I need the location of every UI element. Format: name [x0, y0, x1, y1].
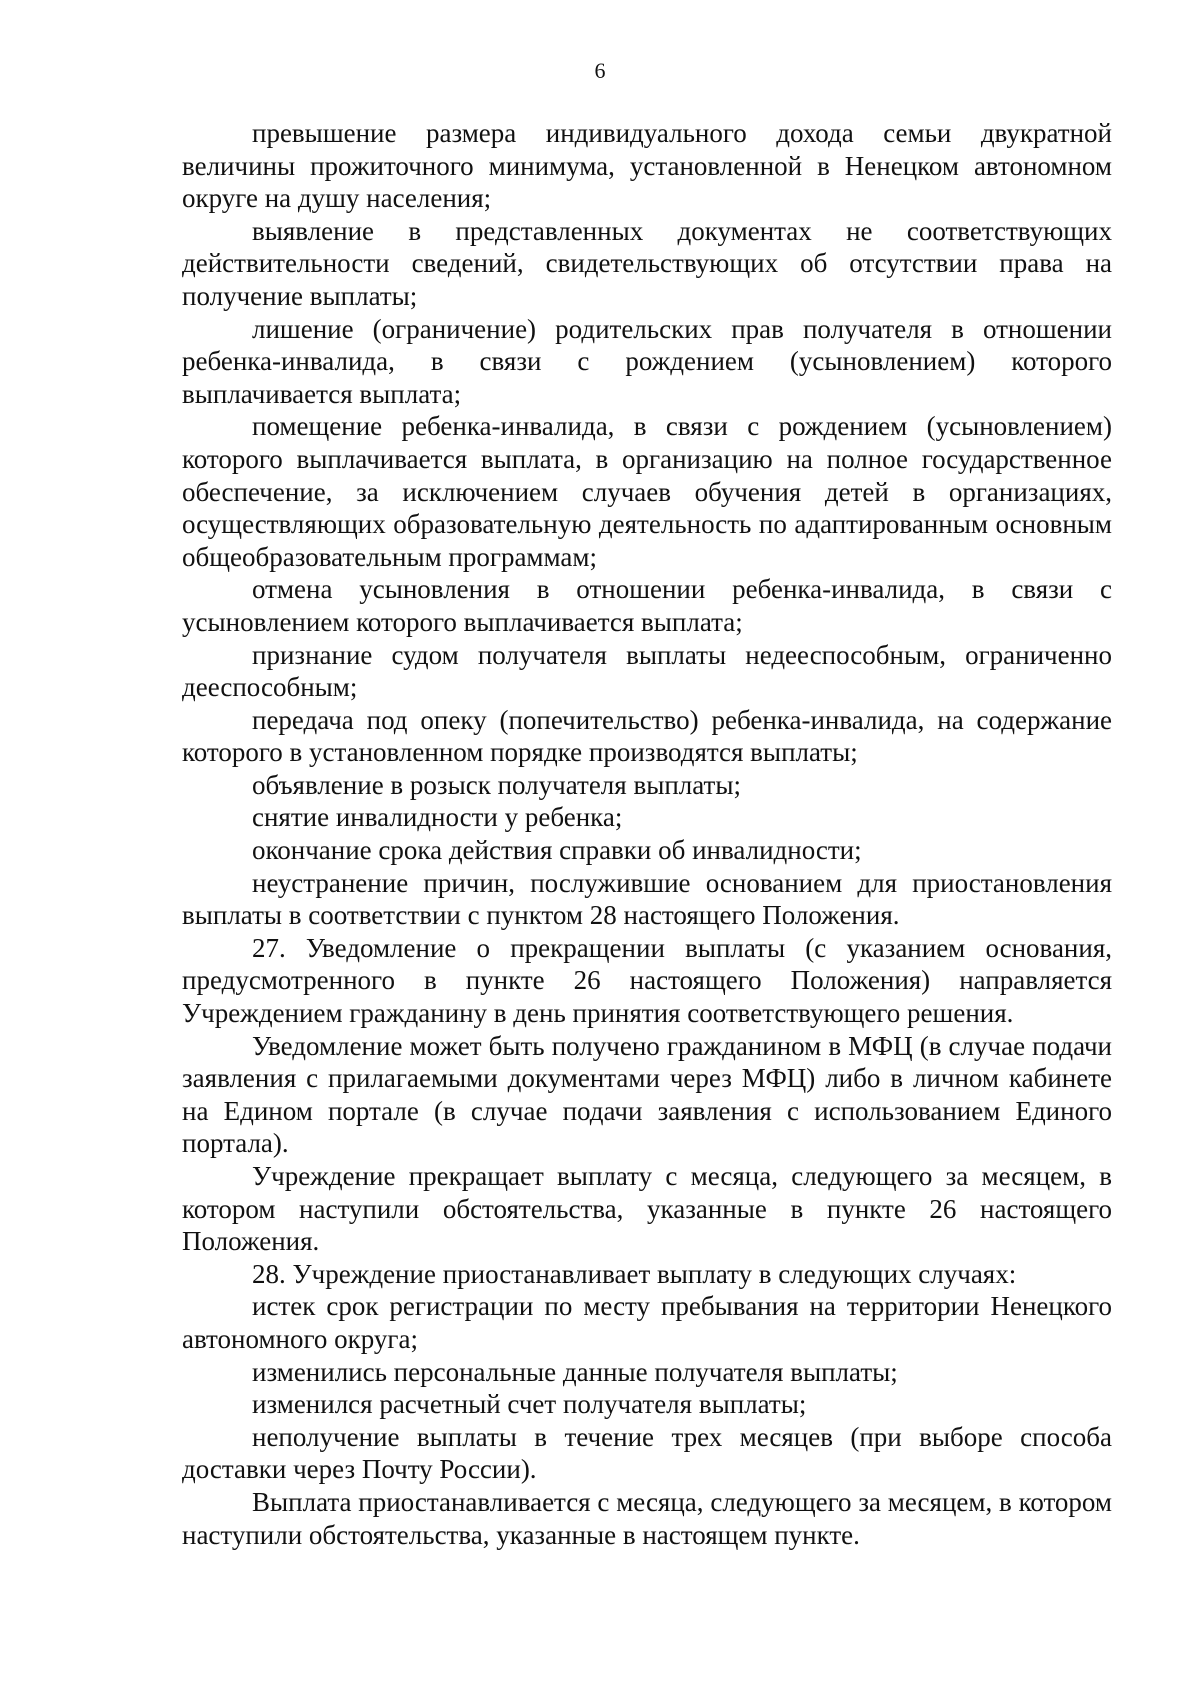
- paragraph: признание судом получателя выплаты недееспособным, ограниченно дееспособным;: [182, 639, 1112, 703]
- paragraph: Учреждение прекращает выплату с месяца, следующего за месяцем, в котором наступили обстоятельства, указанные в пункте 26 настоящего Положения.: [182, 1161, 1112, 1257]
- paragraph: окончание срока действия справки об инвалидности;: [252, 835, 862, 866]
- paragraph: изменились персональные данные получателя выплаты;: [252, 1356, 898, 1387]
- paragraph: 27. Уведомление о прекращении выплаты (с указанием основания, предусмотренного в пункте 26 настоящего Положения) направляется Учреждением гражданину в день принятия соответствующего решения.: [182, 932, 1112, 1029]
- paragraph: 28. Учреждение приостанавливает выплату в следующих случаях:: [252, 1258, 1017, 1289]
- paragraph: помещение ребенка-инвалида, в связи с рождением (усыновлением) которого выплачивается выплата, в организацию на полное государственное обеспечение, за исключением случаев обучения детей в организациях, осуществляющих образовательную деятельность по адаптированным основным общеобразовательным программам;: [182, 411, 1112, 572]
- paragraph: объявление в розыск получателя выплаты;: [252, 769, 741, 800]
- paragraph: передача под опеку (попечительство) ребенка-инвалида, на содержание которого в установленном порядке производятся выплаты;: [182, 704, 1112, 768]
- paragraph: Уведомление может быть получено гражданином в МФЦ (в случае подачи заявления с прилагаемыми документами через МФЦ) либо в личном кабинете на Едином портале (в случае подачи заявления с использованием Единого портала).: [182, 1030, 1112, 1159]
- paragraph: превышение размера индивидуального дохода семьи двукратной величины прожиточного минимума, установленной в Ненецком автономном округе на душу населения;: [182, 118, 1112, 214]
- paragraph: неполучение выплаты в течение трех месяцев (при выборе способа доставки через Почту России).: [182, 1421, 1112, 1485]
- paragraph: снятие инвалидности у ребенка;: [252, 802, 623, 833]
- paragraph: истек срок регистрации по месту пребывания на территории Ненецкого автономного округа;: [182, 1291, 1112, 1354]
- paragraph: выявление в представленных документах не соответствующих действительности сведений, свидетельствующих об отсутствии права на получение выплаты;: [182, 215, 1112, 311]
- page-number: 6: [594, 58, 606, 83]
- paragraph: изменился расчетный счет получателя выплаты;: [252, 1389, 807, 1420]
- paragraph: Выплата приостанавливается с месяца, следующего за месяцем, в котором наступили обстоятельства, указанные в настоящем пункте.: [182, 1486, 1112, 1550]
- paragraph: лишение (ограничение) родительских прав получателя в отношении ребенка-инвалида, в связи с рождением (усыновлением) которого выплачивается выплата;: [182, 313, 1112, 409]
- paragraph: отмена усыновления в отношении ребенка-инвалида, в связи с усыновлением которого выплачивается выплата;: [182, 574, 1112, 637]
- paragraph: неустранение причин, послужившие основанием для приостановления выплаты в соответствии с пунктом 28 настоящего Положения.: [182, 867, 1112, 931]
- document-body: [182, 117, 1112, 1551]
